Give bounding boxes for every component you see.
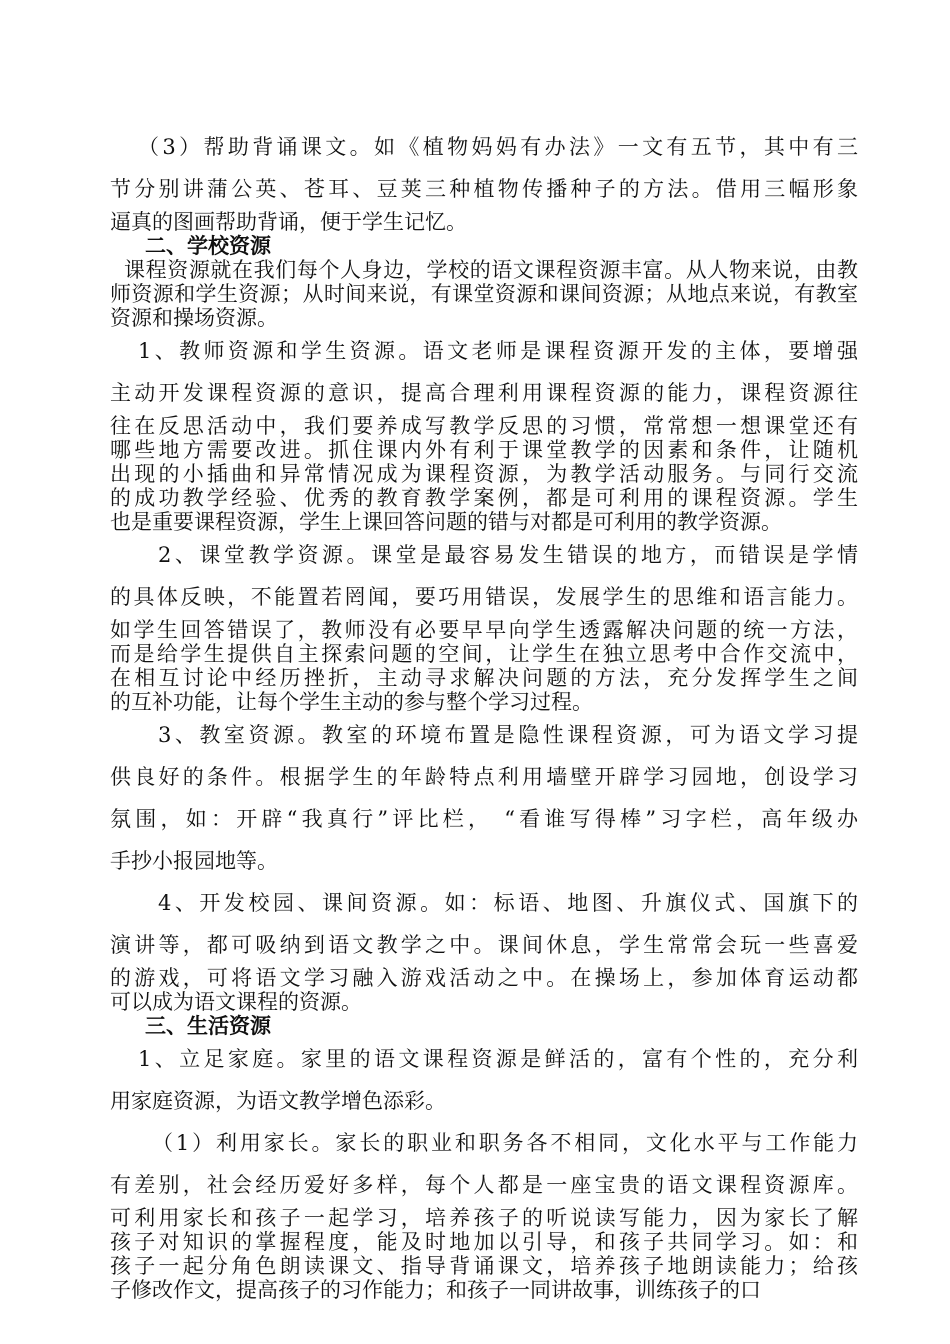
text-line: 出现的小插曲和异常情况成为课程资源，为教学活动服务。与同行交流 xyxy=(110,462,858,486)
text-line: 孩子对知识的掌握程度，能及时地加以引导，和孩子共同学习。如：和 xyxy=(110,1230,858,1254)
text-line: 如学生回答错误了，教师没有必要早早向学生透露解决问题的统一方法， xyxy=(110,618,858,642)
paragraph xyxy=(110,126,858,234)
text-line: 哪些地方需要改进。抓住课内外有利于课堂教学的因素和条件，让随机 xyxy=(110,438,858,462)
text-line: 手抄小报园地等。 xyxy=(110,849,278,873)
text-line: （3）帮助背诵课文。如《植物妈妈有办法》一文有五节，其中有三 xyxy=(138,135,858,159)
text-line: 节分别讲蒲公英、苍耳、豆荚三种植物传播种子的方法。借用三幅形象 xyxy=(110,177,858,201)
text-line: 而是给学生提供自主探索问题的空间，让学生在独立思考中合作交流中， xyxy=(110,642,858,666)
text-line: 4、开发校园、课间资源。如：标语、地图、升旗仪式、国旗下的 xyxy=(158,891,858,915)
section-heading: 三、生活资源 xyxy=(145,1013,271,1038)
text-line: 的具体反映，不能置若罔闻，要巧用错误，发展学生的思维和语言能力。 xyxy=(110,585,858,609)
text-line: 演讲等，都可吸纳到语文教学之中。课间休息，学生常常会玩一些喜爱 xyxy=(110,933,858,957)
text-line: 主动开发课程资源的意识，提高合理利用课程资源的能力，课程资源往 xyxy=(110,381,858,405)
text-line: （1）利用家长。家长的职业和职务各不相同，文化水平与工作能力 xyxy=(152,1131,858,1155)
text-line: 可以成为语文课程的资源。 xyxy=(110,990,362,1014)
document-body xyxy=(110,126,858,1302)
paragraph xyxy=(110,1122,858,1302)
text-line: 逼真的图画帮助背诵，便于学生记忆。 xyxy=(110,210,467,234)
text-line: 3、教室资源。教室的环境布置是隐性课程资源，可为语文学习提 xyxy=(158,723,858,747)
paragraph xyxy=(110,882,858,1014)
text-line: 1、立足家庭。家里的语文课程资源是鲜活的，富有个性的，充分利 xyxy=(138,1047,858,1071)
text-line: 的成功教学经验、优秀的教育教学案例，都是可利用的课程资源。学生 xyxy=(110,486,858,510)
paragraph xyxy=(110,1038,858,1122)
text-line: 1、教师资源和学生资源。语文老师是课程资源开发的主体，要增强 xyxy=(138,339,858,363)
text-line: 的游戏，可将语文学习融入游戏活动之中。在操场上，参加体育运动都 xyxy=(110,966,858,990)
section-heading: 二、学校资源 xyxy=(145,233,271,258)
text-line: 也是重要课程资源，学生上课回答问题的错与对都是可利用的教学资源。 xyxy=(110,510,782,534)
text-line: 可利用家长和孩子一起学习，培养孩子的听说读写能力，因为家长了解 xyxy=(110,1206,858,1230)
text-line: 往在反思活动中，我们要养成写教学反思的习惯，常常想一想课堂还有 xyxy=(110,414,858,438)
paragraph xyxy=(110,534,858,714)
text-line: 孩子一起分角色朗读课文、指导背诵课文，培养孩子地朗读能力；给孩 xyxy=(110,1254,858,1278)
paragraph: 课程资源就在我们每个人身边，学校的语文课程资源丰富。从人物来说，由教师资源和学生资源；从时间来说，有课堂资源和课间资源；从地点来说，有教室资源和操场资源。 xyxy=(110,258,858,330)
text-line: 有差别，社会经历爱好多样，每个人都是一座宝贵的语文课程资源库。 xyxy=(110,1173,858,1197)
text-line: 子修改作文，提高孩子的习作能力；和孩子一同讲故事，训练孩子的口 xyxy=(110,1278,761,1302)
text-line: 在相互讨论中经历挫折，主动寻求解决问题的方法，充分发挥学生之间 xyxy=(110,666,858,690)
text-line: 的互补功能，让每个学生主动的参与整个学习过程。 xyxy=(110,690,593,714)
text-line: 供良好的条件。根据学生的年龄特点利用墙壁开辟学习园地，创设学习 xyxy=(110,765,858,789)
text-line: 氛围，如：开辟“我真行”评比栏， “看谁写得棒”习字栏，高年级办 xyxy=(110,807,858,831)
text-line: 用家庭资源，为语文教学增色添彩。 xyxy=(110,1089,446,1113)
paragraph xyxy=(110,714,858,882)
text-line: 2、课堂教学资源。课堂是最容易发生错误的地方，而错误是学情 xyxy=(158,543,858,567)
paragraph xyxy=(110,330,858,534)
